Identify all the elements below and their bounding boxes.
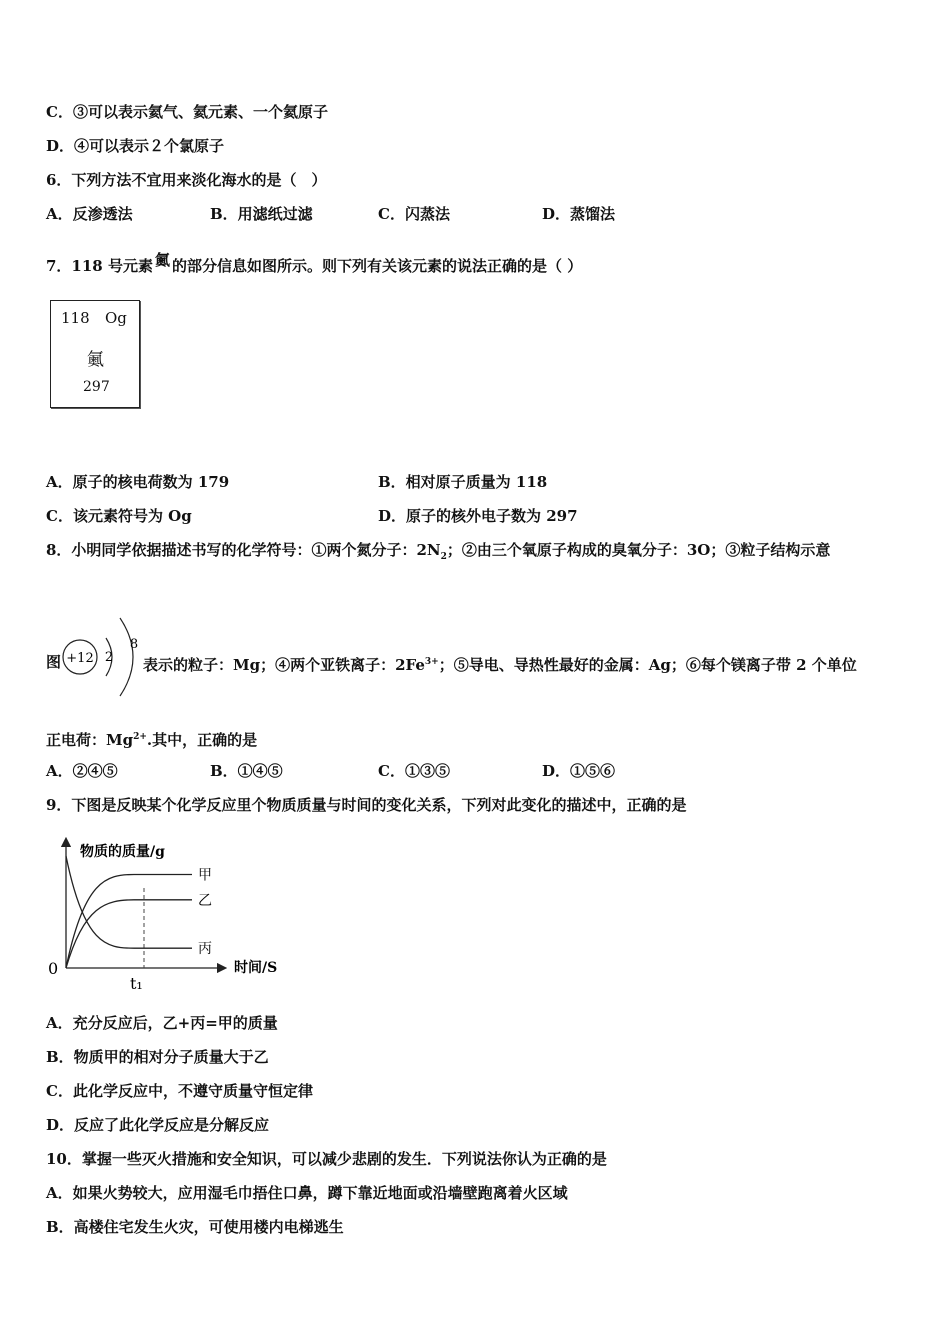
q7-stem-pre: 7．118 号元素 — [46, 257, 153, 275]
q8-line3-rest: .其中，正确的是 — [146, 731, 258, 749]
chart-series-label-2: 丙 — [198, 941, 212, 958]
q10-stem: 10．掌握一些灭火措施和安全知识，可以减少悲剧的发生．下列说法你认为正确的是 — [46, 1150, 607, 1168]
q9-option-b: B．物质甲的相对分子质量大于乙 — [46, 1048, 269, 1066]
q8-option-b: B．①④⑤ — [210, 762, 283, 780]
q8-line2-sup: 3+ — [424, 657, 439, 667]
atom-structure-diagram — [60, 612, 144, 698]
q6-option-a: A．反渗透法 — [46, 205, 133, 223]
element-card — [50, 300, 140, 408]
q7-option-b: B．相对原子质量为 118 — [378, 473, 548, 491]
q9-option-a: A．充分反应后，乙+丙=甲的质量 — [46, 1014, 278, 1032]
q6-stem: 6．下列方法不宜用来淡化海水的是（ ） — [46, 171, 327, 189]
atom-shell2-electrons: 8 — [129, 637, 139, 652]
mass-time-chart — [44, 836, 304, 996]
q8-option-c: C．①③⑤ — [378, 762, 450, 780]
q10-option-b: B．高楼住宅发生火灾，可使用楼内电梯逃生 — [46, 1218, 344, 1236]
q8-line1-rest: ；②由三个氧原子构成的臭氧分子：3O；③粒子结构示意 — [446, 541, 831, 559]
q8-line1-text: 8．小明同学依据描述书写的化学符号：①两个氮分子：2N — [46, 541, 441, 559]
chart-series-line-0 — [66, 875, 192, 969]
q7-option-c: C．该元素符号为 Og — [46, 507, 192, 525]
element-name: 鿫 — [87, 350, 104, 370]
q8-stem-line2 — [46, 652, 61, 672]
q9-option-d: D．反应了此化学反应是分解反应 — [46, 1116, 270, 1134]
q7-stem — [46, 250, 582, 276]
q6-option-c: C．闪蒸法 — [378, 205, 450, 223]
q8-stem-line1 — [46, 540, 830, 567]
q8-line1-sub: 2 — [440, 552, 447, 562]
q10-option-a: A．如果火势较大，应用湿毛巾捂住口鼻，蹲下靠近地面或沿墙壁跑离着火区域 — [46, 1184, 568, 1202]
q5-option-d: D．④可以表示２个氯原子 — [46, 137, 225, 155]
chart-origin-label: 0 — [48, 959, 59, 978]
chart-series-line-1 — [66, 900, 192, 968]
atom-shell-arc-2 — [120, 618, 133, 696]
chart-x-label: 时间/S — [234, 960, 278, 976]
q7-element-char: 鿫 — [154, 251, 170, 269]
element-symbol: Og — [105, 309, 127, 327]
q9-option-c: C．此化学反应中，不遵守质量守恒定律 — [46, 1082, 313, 1100]
q8-option-a: A．②④⑤ — [46, 762, 118, 780]
element-atomic-number: 118 — [61, 309, 90, 327]
q8-line3-sup: 2+ — [133, 732, 147, 742]
q6-option-d: D．蒸馏法 — [542, 205, 616, 223]
chart-series-line-2 — [66, 856, 192, 948]
q8-stem-line2-body — [143, 652, 857, 675]
q6-option-b: B．用滤纸过滤 — [210, 205, 313, 223]
element-mass: 297 — [83, 379, 110, 395]
q7-stem-post: 的部分信息如图所示。则下列有关该元素的说法正确的是（ ） — [172, 257, 583, 275]
q9-stem: 9．下图是反映某个化学反应里个物质质量与时间的变化关系，下列对此变化的描述中，正确的是 — [46, 796, 687, 814]
q8-stem-line3 — [46, 727, 257, 750]
q8-line2-mid: 表示的粒子：Mg；④两个亚铁离子：2Fe — [143, 656, 425, 674]
q7-option-d: D．原子的核外电子数为 297 — [378, 507, 578, 525]
chart-y-label: 物质的质量/g — [80, 844, 165, 860]
q8-line3-pre: 正电荷：Mg — [46, 731, 134, 749]
q8-option-d: D．①⑤⑥ — [542, 762, 616, 780]
q8-line2-rest: ；⑤导电、导热性最好的金属：Ag；⑥每个镁离子带 2 个单位 — [438, 656, 857, 674]
atom-nucleus-label: +12 — [66, 651, 94, 666]
chart-series-label-1: 乙 — [198, 892, 212, 909]
chart-t1-label: t₁ — [130, 974, 143, 993]
q8-line2-pre: 图 — [46, 653, 62, 671]
q5-option-c: C．③可以表示氦气、氦元素、一个氦原子 — [46, 103, 328, 121]
atom-shell1-electrons: 2 — [104, 650, 114, 665]
chart-series-label-0: 甲 — [198, 867, 212, 884]
q7-option-a: A．原子的核电荷数为 179 — [46, 473, 230, 491]
